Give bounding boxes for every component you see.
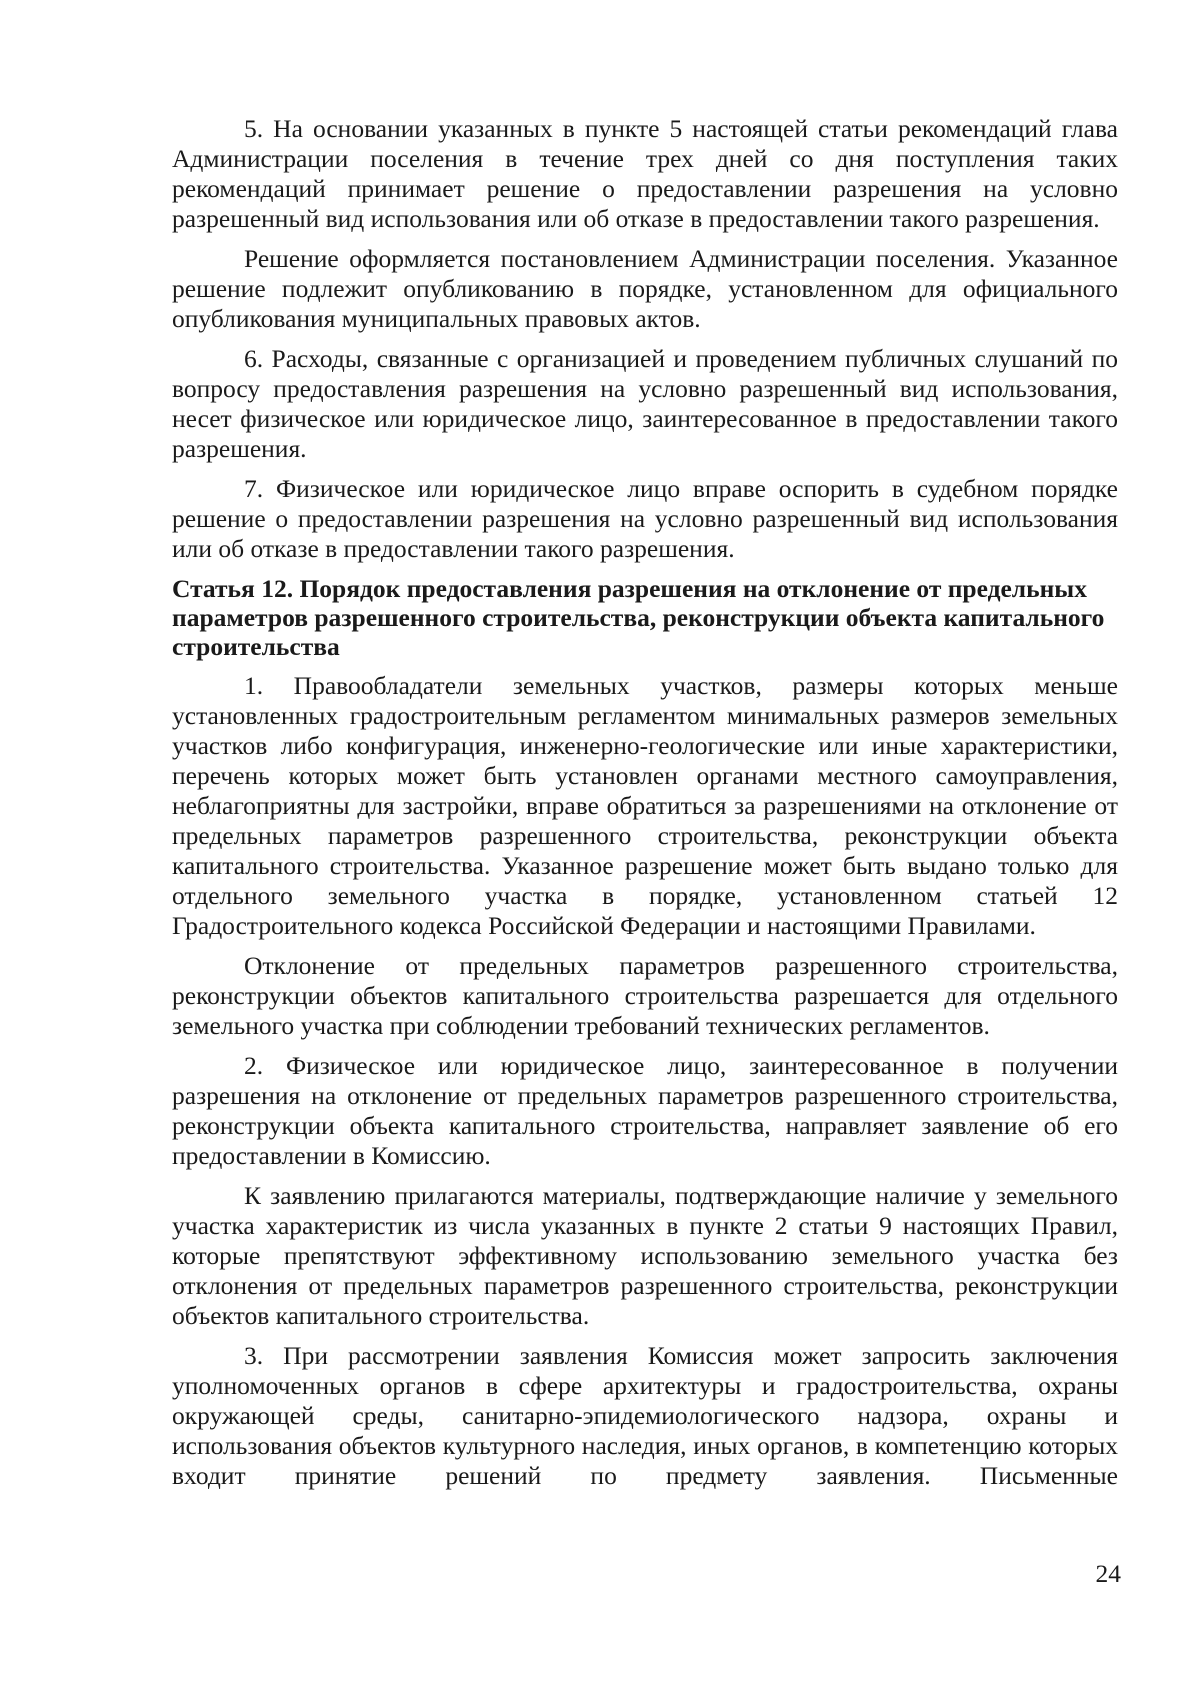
paragraph-item-7: 7. Физическое или юридическое лицо вправе оспорить в судебном порядке решение о предоставлении разрешения на условно разрешенный вид использования или об отказе в предоставлении такого разрешения. bbox=[172, 474, 1118, 563]
paragraph-art12-item-2: 2. Физическое или юридическое лицо, заинтересованное в получении разрешения на отклонение от предельных параметров разрешенного строительства, реконструкции объекта капитального строительства, направляет заявление об его предоставлении в Комиссию. bbox=[172, 1051, 1118, 1170]
paragraph-art12-item-3: 3. При рассмотрении заявления Комиссия может запросить заключения уполномоченных органов в сфере архитектуры и градостроительства, охраны окружающей среды, санитарно-эпидемиологического надзора, охраны и использования объектов культурного наследия, иных органов, в компетенцию которых входит принятие решений по предмету заявления. Письменные bbox=[172, 1341, 1118, 1490]
paragraph-item-6: 6. Расходы, связанные с организацией и проведением публичных слушаний по вопросу предоставления разрешения на условно разрешенный вид использования, несет физическое или юридическое лицо, заинтересованное в предоставлении такого разрешения. bbox=[172, 344, 1118, 463]
paragraph-attachments: К заявлению прилагаются материалы, подтверждающие наличие у земельного участка характеристик из числа указанных в пункте 2 статьи 9 настоящих Правил, которые препятствуют эффективному использованию земельного участка без отклонения от предельных параметров разрешенного строительства, реконструкции объектов капитального строительства. bbox=[172, 1181, 1118, 1330]
paragraph-art12-item-1: 1. Правообладатели земельных участков, размеры которых меньше установленных градостроительным регламентом минимальных размеров земельных участков либо конфигурация, инженерно-геологические или иные характеристики, перечень которых может быть установлен органами местного самоуправления, неблагоприятны для застройки, вправе обратиться за разрешениями на отклонение от предельных параметров разрешенного строительства, реконструкции объекта капитального строительства. Указанное разрешение может быть выдано только для отдельного земельного участка в порядке, установленном статьей 12 Градостроительного кодекса Российской Федерации и настоящими Правилами. bbox=[172, 671, 1118, 940]
page-number: 24 bbox=[1095, 1559, 1121, 1588]
paragraph-deviation-allowed: Отклонение от предельных параметров разрешенного строительства, реконструкции объектов капитального строительства разрешается для отдельного земельного участка при соблюдении требований технических регламентов. bbox=[172, 951, 1118, 1040]
paragraph-item-5: 5. На основании указанных в пункте 5 настоящей статьи рекомендаций глава Администрации поселения в течение трех дней со дня поступления таких рекомендаций принимает решение о предоставлении разрешения на условно разрешенный вид использования или об отказе в предоставлении такого разрешения. bbox=[172, 114, 1118, 233]
paragraph-decision-form: Решение оформляется постановлением Администрации поселения. Указанное решение подлежит опубликованию в порядке, установленном для официального опубликования муниципальных правовых актов. bbox=[172, 244, 1118, 333]
document-body bbox=[172, 114, 1118, 1501]
article-12-heading: Статья 12. Порядок предоставления разрешения на отклонение от предельных параметров разрешенного строительства, реконструкции объекта капитального строительства bbox=[172, 574, 1105, 661]
